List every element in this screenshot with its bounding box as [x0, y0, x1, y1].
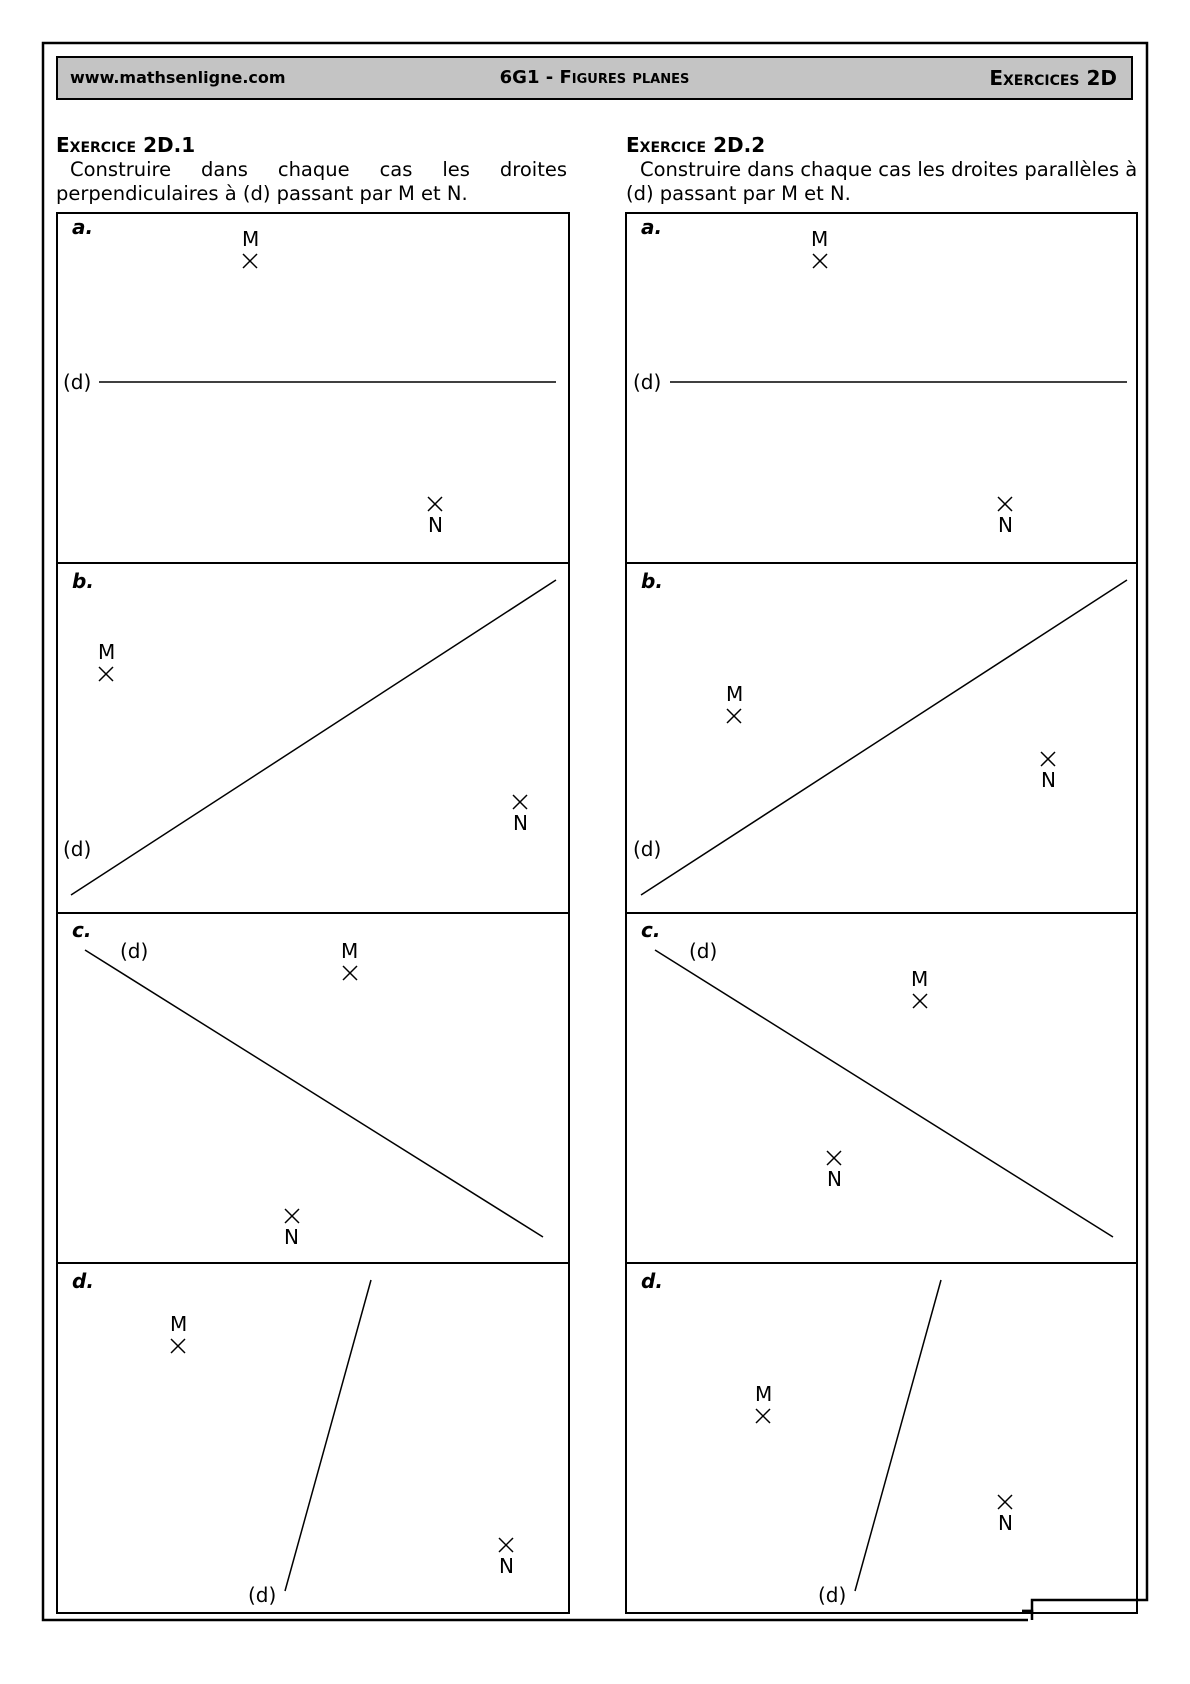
- point-label-m-2b: M: [726, 682, 744, 706]
- chapter-title: 6G1 - Figures planes: [499, 67, 690, 88]
- site-url[interactable]: www.mathsenligne.com: [70, 68, 286, 87]
- exercise2-instruction-line2: (d) passant par M et N.: [626, 182, 851, 205]
- figure-box-1d: [57, 1263, 569, 1613]
- exercise2-instruction-line1: Construire dans chaque cas les droites parallèles à: [640, 158, 1138, 181]
- line-d-1b: [71, 580, 556, 895]
- part-label-2b: b.: [641, 569, 663, 593]
- point-label-n-1d: N: [499, 1554, 514, 1578]
- part-label-2d: d.: [641, 1269, 663, 1293]
- cross-m-2c: [913, 994, 927, 1008]
- cross-n-2c: [827, 1151, 841, 1165]
- line-label-1b: (d): [63, 837, 92, 861]
- part-label-2c: c.: [641, 918, 661, 942]
- line-label-1a: (d): [63, 370, 92, 394]
- cross-n-1d: [499, 1538, 513, 1552]
- section-title: Exercices 2D: [989, 66, 1117, 90]
- part-label-1c: c.: [72, 918, 92, 942]
- exercise1-instruction-line2: perpendiculaires à (d) passant par M et N.: [56, 182, 468, 205]
- line-label-1d: (d): [248, 1583, 277, 1607]
- point-label-n-2b: N: [1041, 768, 1056, 792]
- cross-n-2a: [998, 497, 1012, 511]
- point-label-m-2a: M: [811, 227, 829, 251]
- figure-box-2a: [626, 213, 1137, 563]
- point-label-n-2c: N: [827, 1167, 842, 1191]
- point-label-n-1a: N: [428, 513, 443, 537]
- cross-m-1d: [171, 1339, 185, 1353]
- point-label-n-1b: N: [513, 811, 528, 835]
- part-label-2a: a.: [641, 215, 663, 239]
- line-d-2c: [655, 950, 1113, 1237]
- cross-m-2d: [756, 1409, 770, 1423]
- point-label-m-2c: M: [911, 967, 929, 991]
- figure-box-2c: [626, 913, 1137, 1263]
- line-d-1d: [285, 1280, 371, 1591]
- cross-n-1b: [513, 795, 527, 809]
- point-label-n-1c: N: [284, 1225, 299, 1249]
- exercise1-instruction-line1: Construire dans chaque cas les droites: [70, 158, 567, 181]
- line-label-2d: (d): [818, 1583, 847, 1607]
- cross-n-2d: [998, 1495, 1012, 1509]
- point-label-n-2d: N: [998, 1511, 1013, 1535]
- line-label-2a: (d): [633, 370, 662, 394]
- line-label-2b: (d): [633, 837, 662, 861]
- point-label-m-1c: M: [341, 939, 359, 963]
- cross-n-1c: [285, 1209, 299, 1223]
- point-label-m-1b: M: [98, 640, 116, 664]
- cross-n-2b: [1041, 752, 1055, 766]
- part-label-1d: d.: [72, 1269, 94, 1293]
- cross-m-1a: [243, 254, 257, 268]
- line-d-2b: [641, 580, 1127, 895]
- line-label-1c: (d): [120, 939, 149, 963]
- figure-box-1c: [57, 913, 569, 1263]
- part-label-1b: b.: [72, 569, 94, 593]
- cross-m-1c: [343, 966, 357, 980]
- exercise2-title: Exercice 2D.2: [626, 133, 766, 157]
- figure-box-2b: [626, 563, 1137, 913]
- cross-n-1a: [428, 497, 442, 511]
- line-d-1c: [85, 950, 543, 1237]
- cross-m-2a: [813, 254, 827, 268]
- point-label-m-1a: M: [242, 227, 260, 251]
- part-label-1a: a.: [72, 215, 94, 239]
- figure-box-1a: [57, 213, 569, 563]
- exercise1-title: Exercice 2D.1: [56, 133, 196, 157]
- cross-m-1b: [99, 667, 113, 681]
- point-label-n-2a: N: [998, 513, 1013, 537]
- line-label-2c: (d): [689, 939, 718, 963]
- point-label-m-1d: M: [170, 1312, 188, 1336]
- figure-box-2d: [626, 1263, 1137, 1613]
- point-label-m-2d: M: [755, 1382, 773, 1406]
- line-d-2d: [855, 1280, 941, 1591]
- cross-m-2b: [727, 709, 741, 723]
